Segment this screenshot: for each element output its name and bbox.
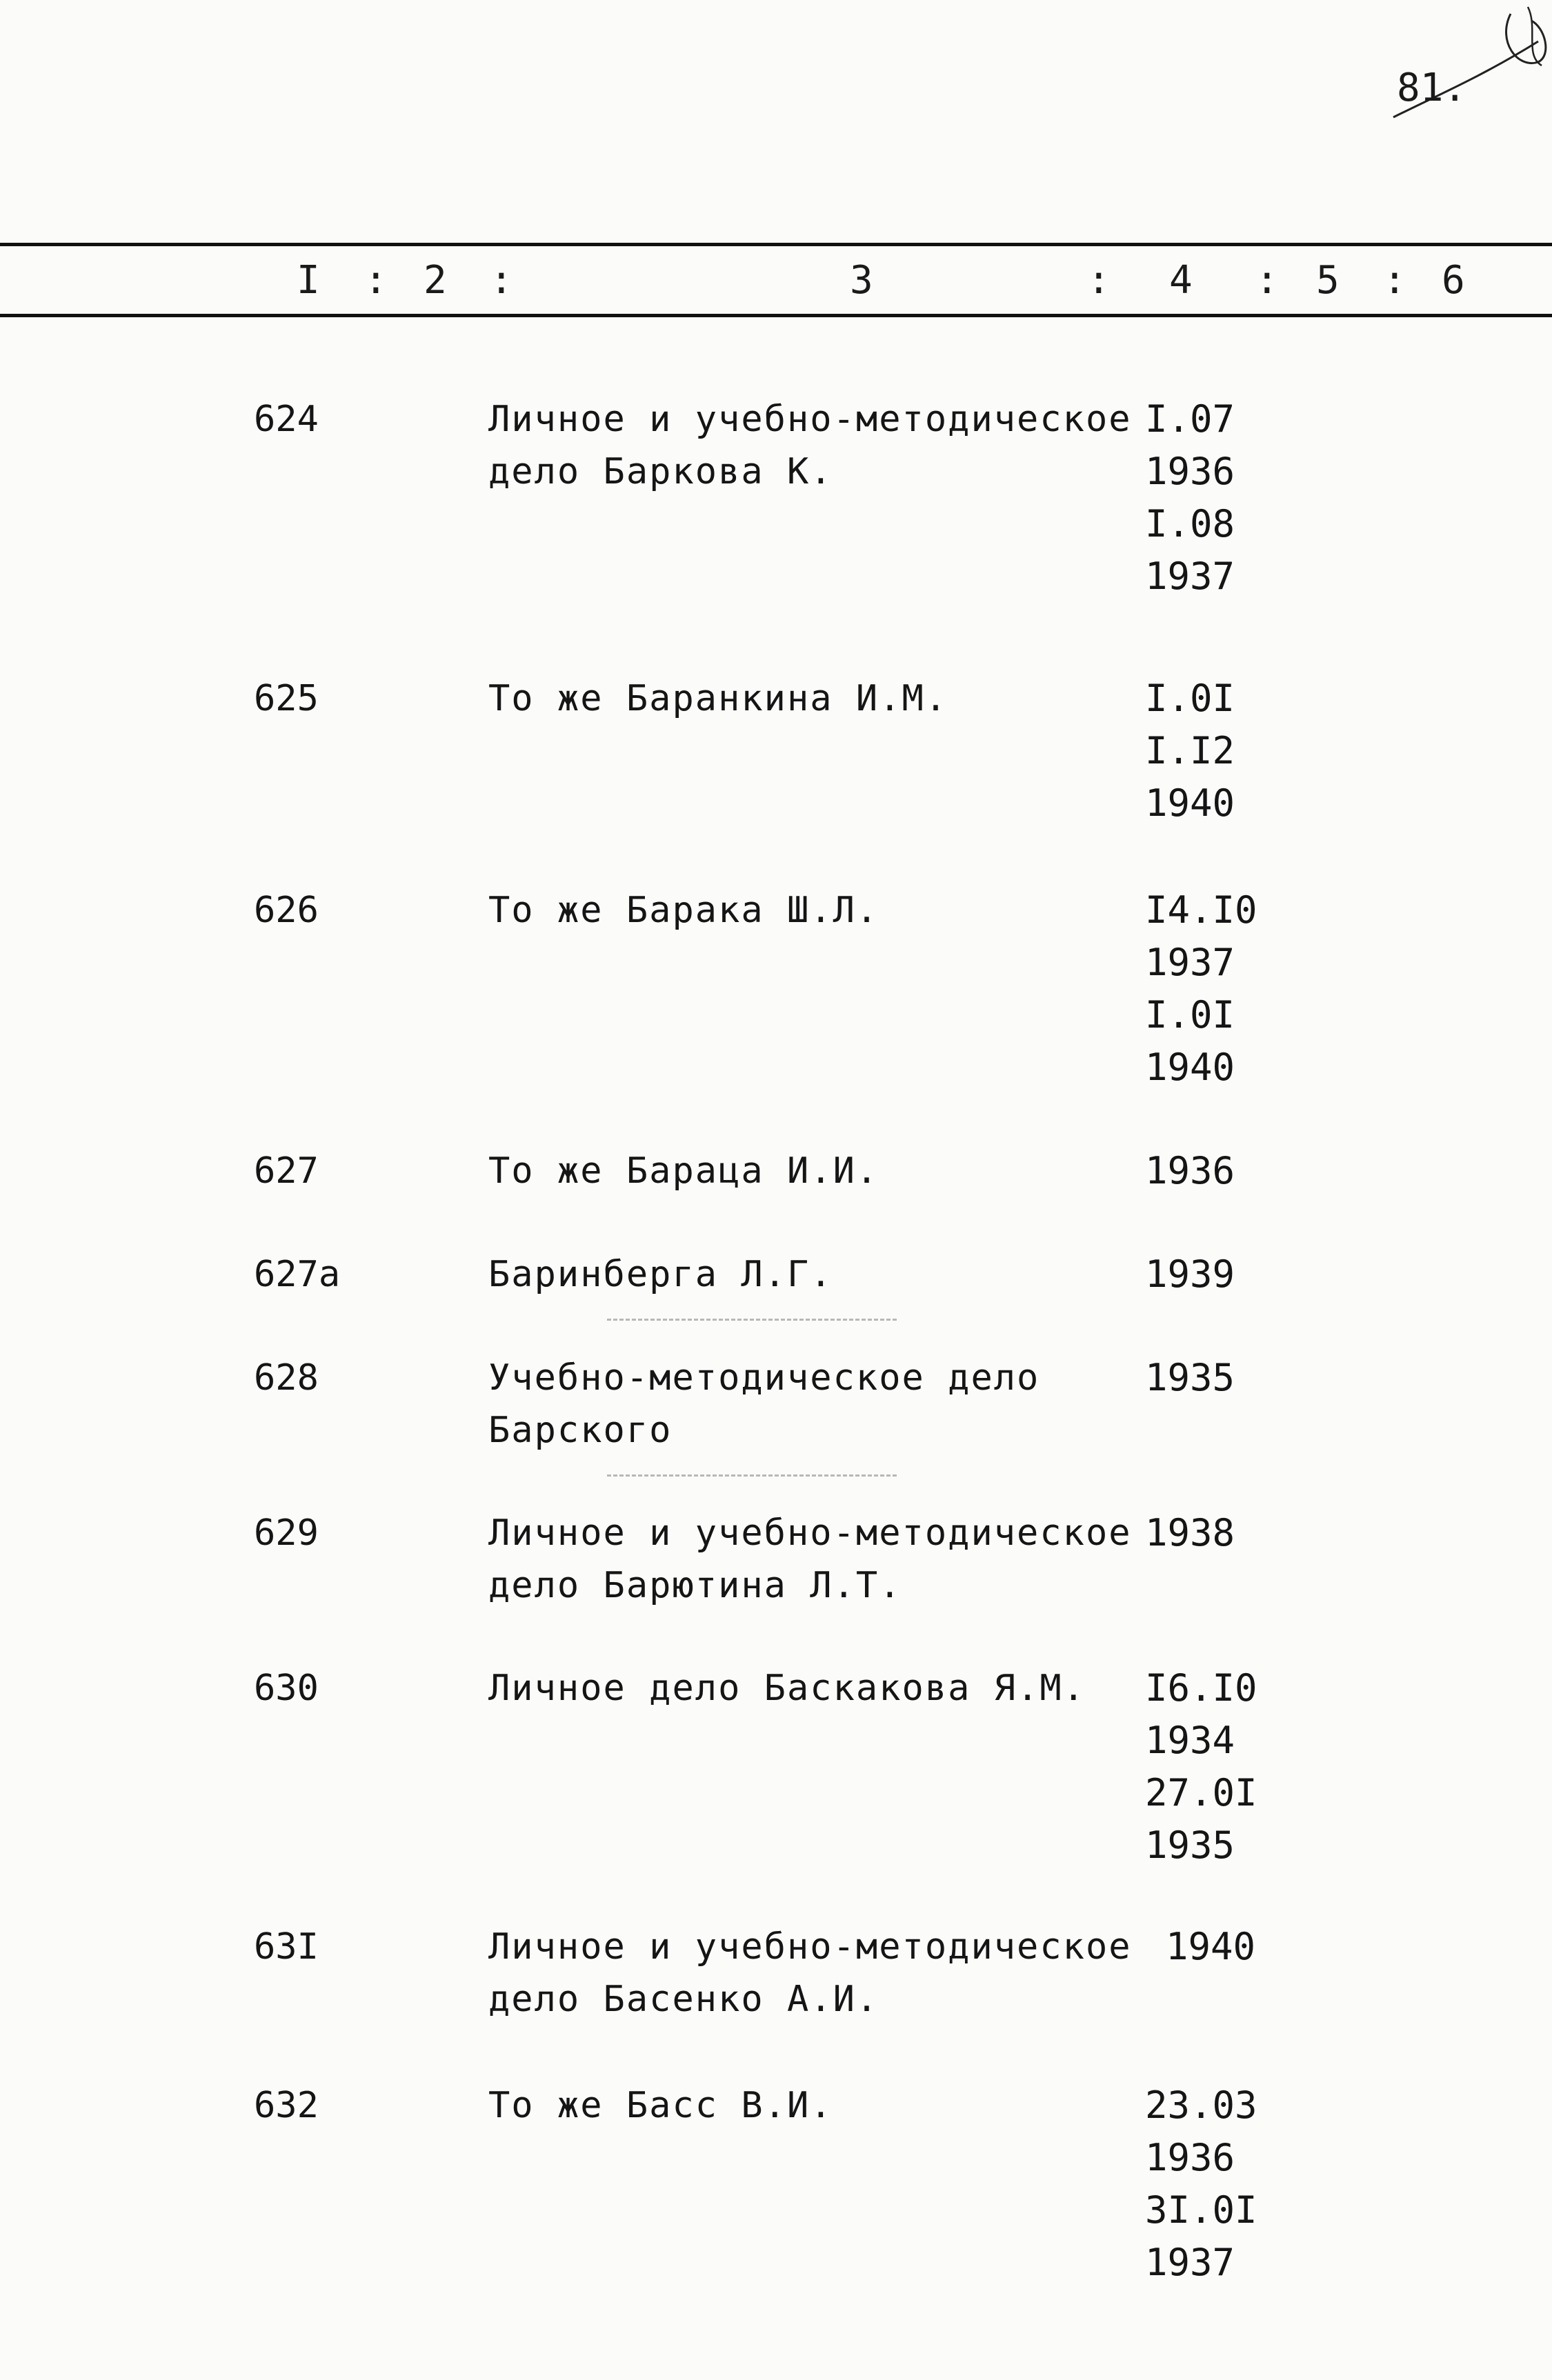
row-date-line: 1938: [1145, 1511, 1235, 1554]
row-number: 625: [254, 678, 319, 719]
row-date-line: 1936: [1145, 1149, 1235, 1192]
row-title-line: То же Бараца И.И.: [488, 1150, 879, 1192]
row-title-line: дело Басенко А.И.: [488, 1979, 879, 2020]
row-title: [488, 1352, 1109, 1457]
row-date-line: 1937: [1145, 554, 1235, 598]
column-separator: :: [1087, 258, 1111, 303]
column-header-6: 6: [1442, 258, 1465, 303]
row-date-line: I.07: [1145, 397, 1235, 441]
column-separator: :: [1383, 258, 1406, 303]
row-dates: [1145, 2079, 1257, 2289]
row-date-line: 1935: [1145, 1823, 1235, 1867]
row-number: 627: [254, 1150, 319, 1192]
row-title: [488, 393, 1132, 498]
row-date-line: 27.0I: [1145, 1771, 1257, 1814]
row-date-line: I.0I: [1145, 993, 1235, 1037]
row-date-line: 1937: [1145, 941, 1235, 984]
row-title: [488, 1921, 1132, 2026]
row-divider: [607, 1474, 897, 1477]
header-top-rule: [0, 243, 1552, 246]
row-dates: [1145, 1145, 1235, 1197]
row-date-line: 1937: [1145, 2241, 1235, 2284]
row-title-line: дело Баркова К.: [488, 451, 833, 492]
row-title-line: Личное и учебно-методическое: [488, 399, 1132, 440]
row-date-line: 1940: [1145, 781, 1235, 825]
row-title-line: Барского: [488, 1410, 673, 1451]
row-title: [488, 1507, 1132, 1612]
column-header-2: 2: [424, 258, 447, 303]
row-title: [488, 2079, 1109, 2132]
header-bottom-rule: [0, 314, 1552, 317]
column-header-3: 3: [850, 258, 873, 303]
row-date-line: I.I2: [1145, 729, 1235, 772]
row-title-line: дело Барютина Л.Т.: [488, 1565, 902, 1606]
row-title-line: То же Баранкина И.М.: [488, 678, 948, 719]
row-date-line: I6.I0: [1145, 1666, 1257, 1710]
column-header-1: I: [297, 258, 320, 303]
row-title: [488, 884, 1109, 937]
row-date-line: 1934: [1145, 1719, 1235, 1762]
row-title-line: Личное дело Баскакова Я.М.: [488, 1668, 1086, 1709]
row-number: 629: [254, 1512, 319, 1554]
row-date-line: I.0I: [1145, 677, 1235, 720]
row-date-line: 1939: [1145, 1252, 1235, 1296]
page-number: 81.: [1397, 66, 1467, 110]
row-title-line: Личное и учебно-методическое: [488, 1512, 1132, 1554]
row-title: [488, 672, 1109, 725]
row-date-line: 1936: [1145, 450, 1235, 493]
row-title-line: Баринберга Л.Г.: [488, 1254, 833, 1295]
row-number: 632: [254, 2085, 319, 2126]
row-title-line: То же Барака Ш.Л.: [488, 890, 879, 931]
row-date-line: 3I.0I: [1145, 2188, 1257, 2232]
row-date-line: 1936: [1145, 2136, 1235, 2179]
row-date-line: 23.03: [1145, 2083, 1257, 2127]
row-number: 630: [254, 1668, 319, 1709]
column-header-4: 4: [1169, 258, 1193, 303]
row-dates: [1166, 1921, 1255, 1973]
row-number: 626: [254, 890, 319, 931]
row-title: [488, 1662, 1109, 1714]
column-header-5: 5: [1316, 258, 1340, 303]
row-title-line: Учебно-методическое дело: [488, 1357, 1040, 1399]
row-dates: [1145, 1507, 1235, 1559]
row-dates: [1145, 672, 1235, 830]
column-separator: :: [1255, 258, 1279, 303]
row-date-line: I.08: [1145, 502, 1235, 546]
row-date-line: 1940: [1145, 1046, 1235, 1089]
row-date-line: I4.I0: [1145, 888, 1257, 932]
row-number: 63I: [254, 1926, 319, 1968]
row-title-line: Личное и учебно-методическое: [488, 1926, 1132, 1968]
row-dates: [1145, 1662, 1257, 1872]
row-number: 624: [254, 399, 319, 440]
column-separator: :: [364, 258, 388, 303]
row-date-line: 1940: [1166, 1925, 1256, 1968]
row-divider: [607, 1319, 897, 1321]
row-title: [488, 1145, 1109, 1197]
row-date-line: 1935: [1145, 1356, 1235, 1399]
column-separator: :: [490, 258, 513, 303]
row-dates: [1145, 1248, 1235, 1301]
row-number: 628: [254, 1357, 319, 1399]
row-dates: [1145, 1352, 1235, 1404]
row-dates: [1145, 884, 1257, 1094]
row-title-line: То же Басс В.И.: [488, 2085, 833, 2126]
row-title: [488, 1248, 1109, 1301]
row-number: 627а: [254, 1254, 341, 1295]
row-dates: [1145, 393, 1235, 603]
